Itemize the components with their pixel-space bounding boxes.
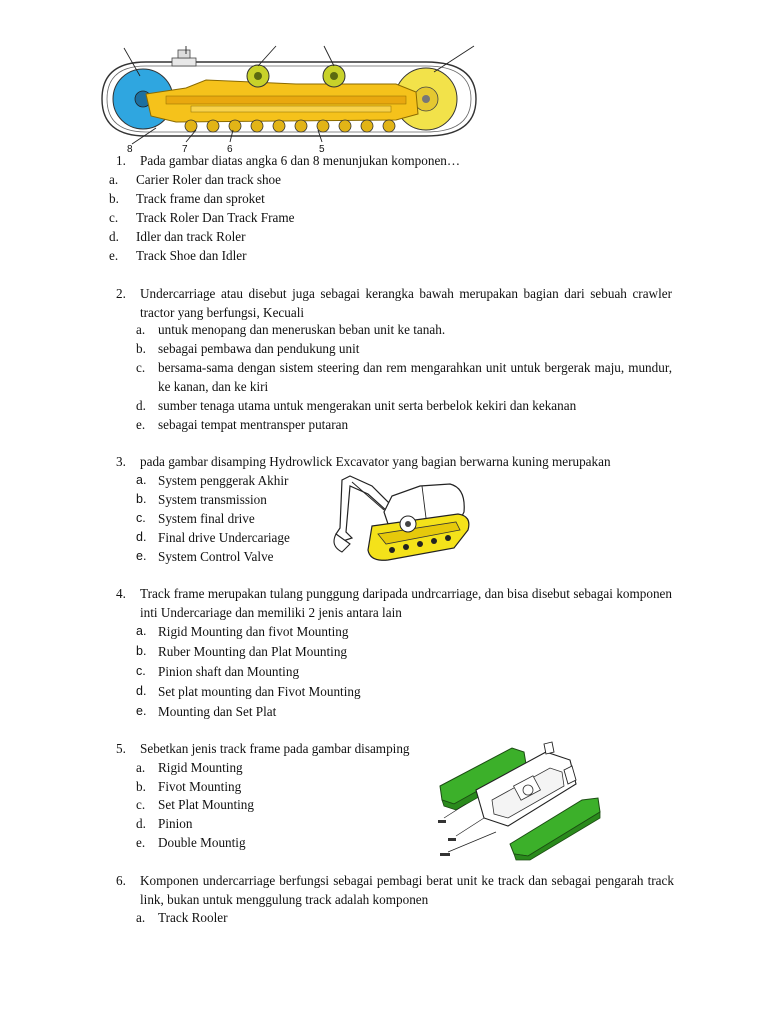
- option-text: System Control Valve: [158, 549, 274, 564]
- option-text: Track Roler Dan Track Frame: [136, 210, 295, 225]
- option-text: System transmission: [158, 492, 267, 507]
- option-letter: a.: [136, 910, 146, 925]
- option-letter: e.: [136, 549, 147, 563]
- option-letter: c.: [136, 664, 146, 678]
- option-text: Set plat mounting dan Fivot Mounting: [158, 684, 361, 699]
- option-text: Final drive Undercariage: [158, 530, 290, 545]
- option-text: System final drive: [158, 511, 255, 526]
- question-text: Track frame merupakan tulang punggung daripada undrcarriage, dan bisa disebut sebagai komponen inti Undercariage dan memiliki 2 jenis antara lain: [140, 586, 672, 620]
- option-letter: c.: [109, 210, 119, 225]
- question-number: 5.: [116, 741, 126, 756]
- option-letter: a.: [136, 760, 146, 775]
- option-letter: d.: [136, 530, 147, 544]
- question-number: 2.: [116, 286, 126, 301]
- option-letter: e.: [136, 417, 146, 432]
- option-text: Rigid Mounting dan fivot Mounting: [158, 624, 349, 639]
- question-number: 1.: [116, 153, 126, 168]
- option-letter: e.: [136, 835, 146, 850]
- option-text: Pinion shaft dan Mounting: [158, 664, 300, 679]
- option-letter: b.: [136, 644, 147, 658]
- option-letter: b.: [136, 341, 146, 356]
- option-text: Double Mountig: [158, 835, 246, 850]
- question-text: Komponen undercarriage berfungsi sebagai pembagi berat unit ke track dan sebagai pengarah track link, bukan untuk menggulung track adalah komponen: [140, 873, 674, 907]
- option-text: Set Plat Mounting: [158, 797, 254, 812]
- option-text: sebagai pembawa dan pendukung unit: [158, 341, 360, 356]
- option-letter: e.: [136, 704, 147, 718]
- question-text: Sebetkan jenis track frame pada gambar disamping: [140, 741, 410, 756]
- option-text: Track Rooler: [158, 910, 228, 925]
- question-text: Pada gambar diatas angka 6 dan 8 menunjukan komponen…: [140, 153, 461, 168]
- option-letter: c.: [136, 797, 146, 812]
- option-text: Carier Roler dan track shoe: [136, 172, 282, 187]
- option-text: sebagai tempat mentransper putaran: [158, 417, 349, 432]
- option-text: Idler dan track Roler: [136, 229, 246, 244]
- option-text: sumber tenaga utama untuk mengerakan unit serta berbelok kekiri dan kekanan: [158, 398, 577, 413]
- option-text: Fivot Mounting: [158, 779, 242, 794]
- question-number: 3.: [116, 454, 126, 469]
- option-text: bersama-sama dengan sistem steering dan rem mengarahkan unit untuk bergerak maju, mundur, ke kanan, dan ke kiri: [158, 360, 672, 394]
- option-text: Rigid Mounting: [158, 760, 243, 775]
- option-letter: a.: [109, 172, 119, 187]
- option-letter: a.: [136, 322, 146, 337]
- option-letter: b.: [109, 191, 119, 206]
- option-2c: [136, 358, 672, 398]
- label-5: 5: [319, 144, 325, 154]
- option-text: untuk menopang dan meneruskan beban unit ke tanah.: [158, 322, 446, 337]
- option-letter: a.: [136, 473, 147, 487]
- question-text: pada gambar disamping Hydrowlick Excavator yang bagian berwarna kuning merupakan: [140, 454, 611, 469]
- label-7: 7: [182, 144, 188, 154]
- option-text: Track frame dan sproket: [136, 191, 265, 206]
- label-8: 8: [127, 144, 133, 154]
- excavator-illustration: [332, 472, 472, 568]
- question-2: [116, 284, 676, 324]
- question-4: [116, 584, 676, 624]
- question-number: 6.: [116, 873, 126, 888]
- option-letter: c.: [136, 360, 146, 375]
- undercarriage-diagram: [96, 44, 482, 154]
- option-letter: d.: [136, 684, 147, 698]
- option-letter: d.: [136, 398, 146, 413]
- label-6: 6: [227, 144, 233, 154]
- option-letter: b.: [136, 779, 146, 794]
- question-number: 4.: [116, 586, 126, 601]
- option-letter: e.: [109, 248, 119, 263]
- option-letter: d.: [109, 229, 119, 244]
- track-frame-illustration: [436, 740, 608, 862]
- option-text: Ruber Mounting dan Plat Mounting: [158, 644, 348, 659]
- option-text: System penggerak Akhir: [158, 473, 289, 488]
- option-letter: a.: [136, 624, 147, 638]
- question-6: [116, 871, 676, 911]
- option-text: Mounting dan Set Plat: [158, 704, 277, 719]
- option-letter: d.: [136, 816, 146, 831]
- question-text: Undercarriage atau disebut juga sebagai kerangka bawah merupakan bagian dari sebuah crawler tractor yang berfungsi, Kecuali: [140, 286, 672, 320]
- option-letter: b.: [136, 492, 147, 506]
- option-text: Track Shoe dan Idler: [136, 248, 247, 263]
- option-text: Pinion: [158, 816, 193, 831]
- option-letter: c.: [136, 511, 146, 525]
